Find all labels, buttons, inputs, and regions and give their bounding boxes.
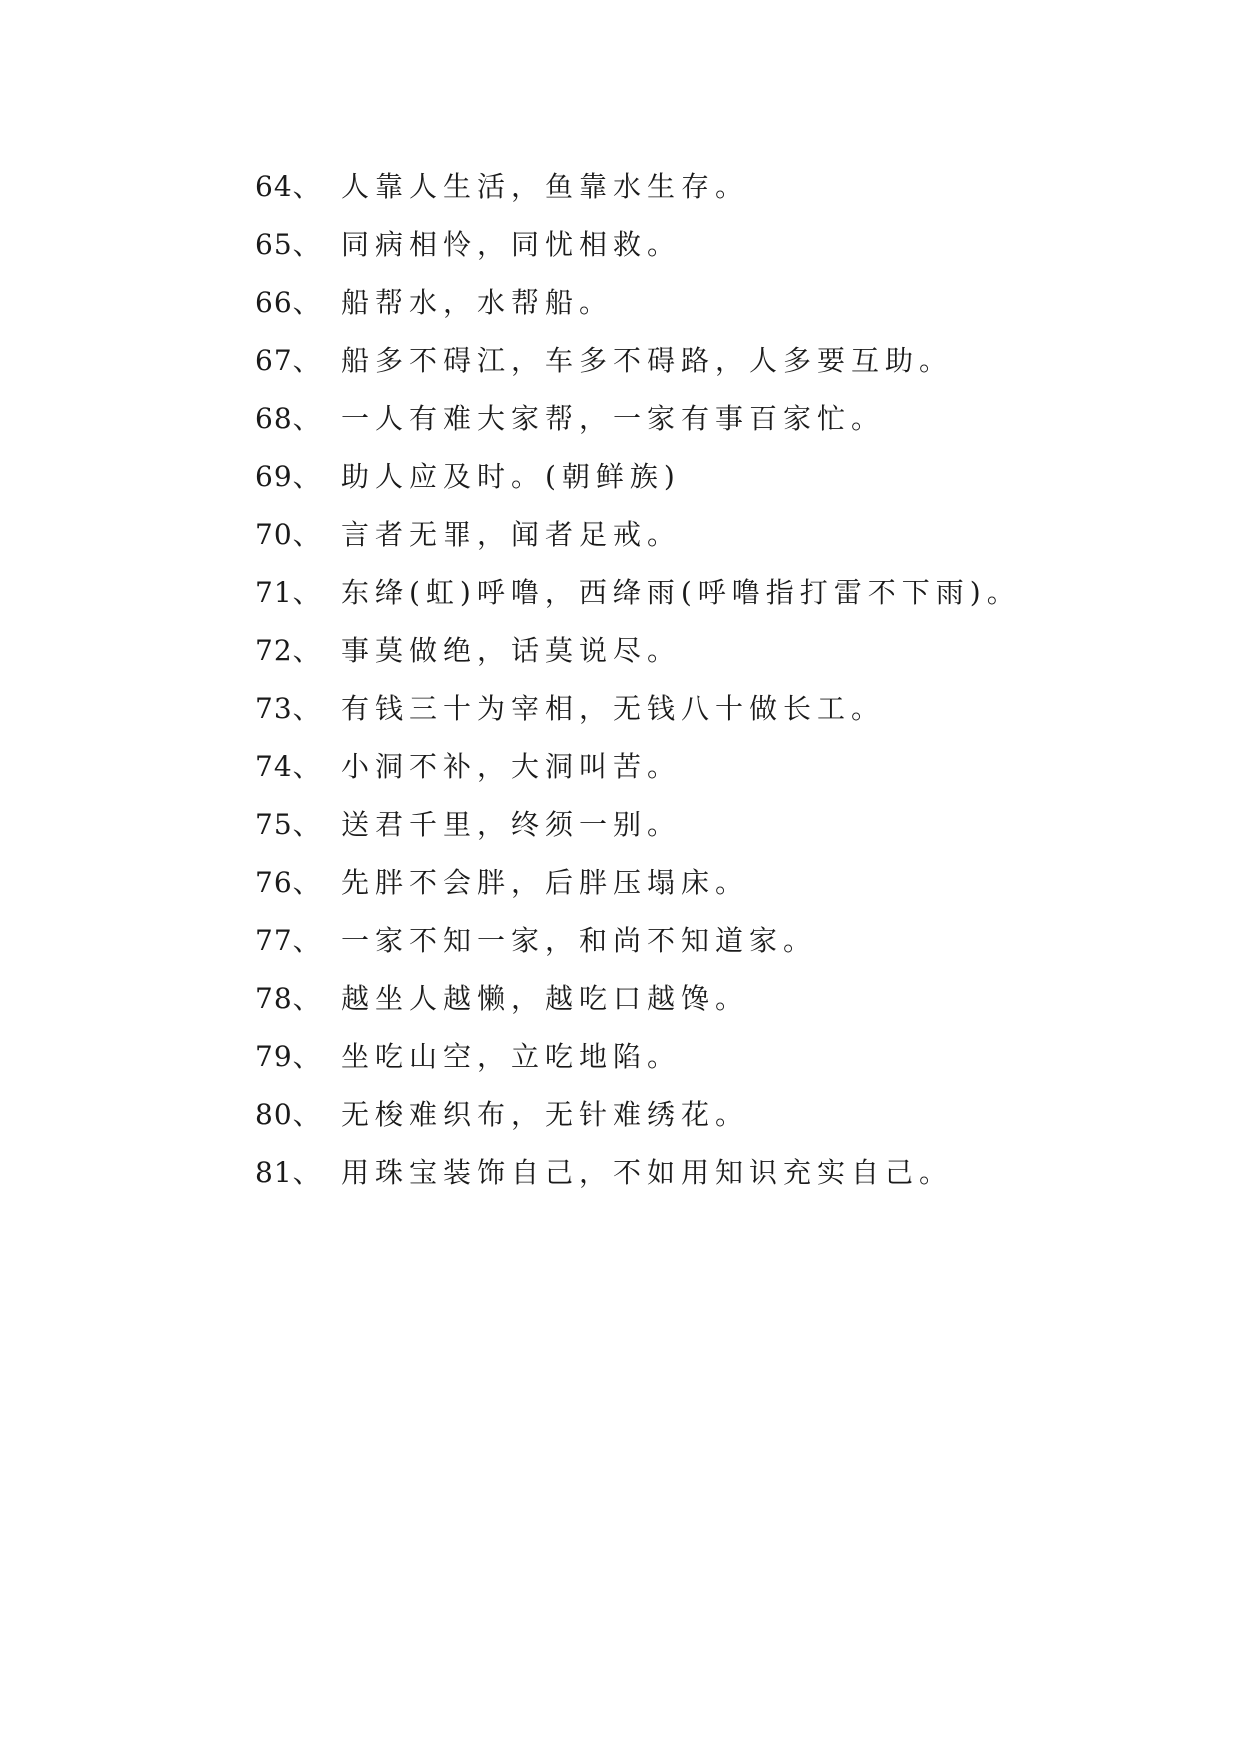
list-item bbox=[255, 738, 1021, 796]
list-item bbox=[255, 970, 1021, 1028]
item-text: 同病相怜，同忧相救。 bbox=[341, 228, 682, 261]
item-number: 79、 bbox=[255, 1040, 322, 1073]
list-item bbox=[255, 506, 1021, 564]
item-number: 76、 bbox=[255, 866, 322, 899]
item-text: 先胖不会胖，后胖压塌床。 bbox=[341, 866, 750, 899]
item-number: 64、 bbox=[255, 170, 322, 203]
list-item bbox=[255, 332, 1021, 390]
list-item bbox=[255, 1144, 1021, 1202]
item-number: 72、 bbox=[255, 634, 322, 667]
list-item bbox=[255, 796, 1021, 854]
item-number: 80、 bbox=[255, 1098, 322, 1131]
item-text: 言者无罪，闻者足戒。 bbox=[341, 518, 682, 551]
item-text: 送君千里，终须一别。 bbox=[341, 808, 682, 841]
item-text: 用珠宝装饰自己，不如用知识充实自己。 bbox=[341, 1156, 954, 1189]
item-number: 74、 bbox=[255, 750, 322, 783]
item-text: 越坐人越懒，越吃口越馋。 bbox=[341, 982, 750, 1015]
list-item bbox=[255, 1086, 1021, 1144]
list-item bbox=[255, 390, 1021, 448]
list-item bbox=[255, 622, 1021, 680]
list-item bbox=[255, 216, 1021, 274]
item-number: 70、 bbox=[255, 518, 322, 551]
item-text: 小洞不补，大洞叫苦。 bbox=[341, 750, 682, 783]
item-text: 无梭难织布，无针难绣花。 bbox=[341, 1098, 750, 1131]
item-text: 船多不碍江，车多不碍路，人多要互助。 bbox=[341, 344, 954, 377]
list-item bbox=[255, 912, 1021, 970]
item-text: 船帮水，水帮船。 bbox=[341, 286, 614, 319]
item-number: 73、 bbox=[255, 692, 322, 725]
item-text: 一人有难大家帮，一家有事百家忙。 bbox=[341, 402, 886, 435]
item-number: 69、 bbox=[255, 460, 322, 493]
item-text: 一家不知一家，和尚不知道家。 bbox=[341, 924, 818, 957]
item-text: 坐吃山空，立吃地陷。 bbox=[341, 1040, 682, 1073]
item-text: 助人应及时。(朝鲜族) bbox=[341, 460, 681, 493]
item-number: 67、 bbox=[255, 344, 322, 377]
item-text: 有钱三十为宰相，无钱八十做长工。 bbox=[341, 692, 886, 725]
item-number: 68、 bbox=[255, 402, 322, 435]
proverb-list bbox=[255, 158, 1021, 1202]
list-item bbox=[255, 854, 1021, 912]
item-text: 东绛(虹)呼噜，西绛雨(呼噜指打雷不下雨)。 bbox=[341, 576, 1021, 609]
item-number: 78、 bbox=[255, 982, 322, 1015]
list-item bbox=[255, 158, 1021, 216]
item-number: 77、 bbox=[255, 924, 322, 957]
item-number: 66、 bbox=[255, 286, 322, 319]
item-text: 人靠人生活，鱼靠水生存。 bbox=[341, 170, 750, 203]
list-item bbox=[255, 274, 1021, 332]
list-item bbox=[255, 680, 1021, 738]
item-number: 71、 bbox=[255, 576, 322, 609]
item-text: 事莫做绝，话莫说尽。 bbox=[341, 634, 682, 667]
list-item bbox=[255, 448, 1021, 506]
item-number: 65、 bbox=[255, 228, 322, 261]
item-number: 75、 bbox=[255, 808, 322, 841]
item-number: 81、 bbox=[255, 1156, 322, 1189]
list-item bbox=[255, 1028, 1021, 1086]
list-item bbox=[255, 564, 1021, 622]
